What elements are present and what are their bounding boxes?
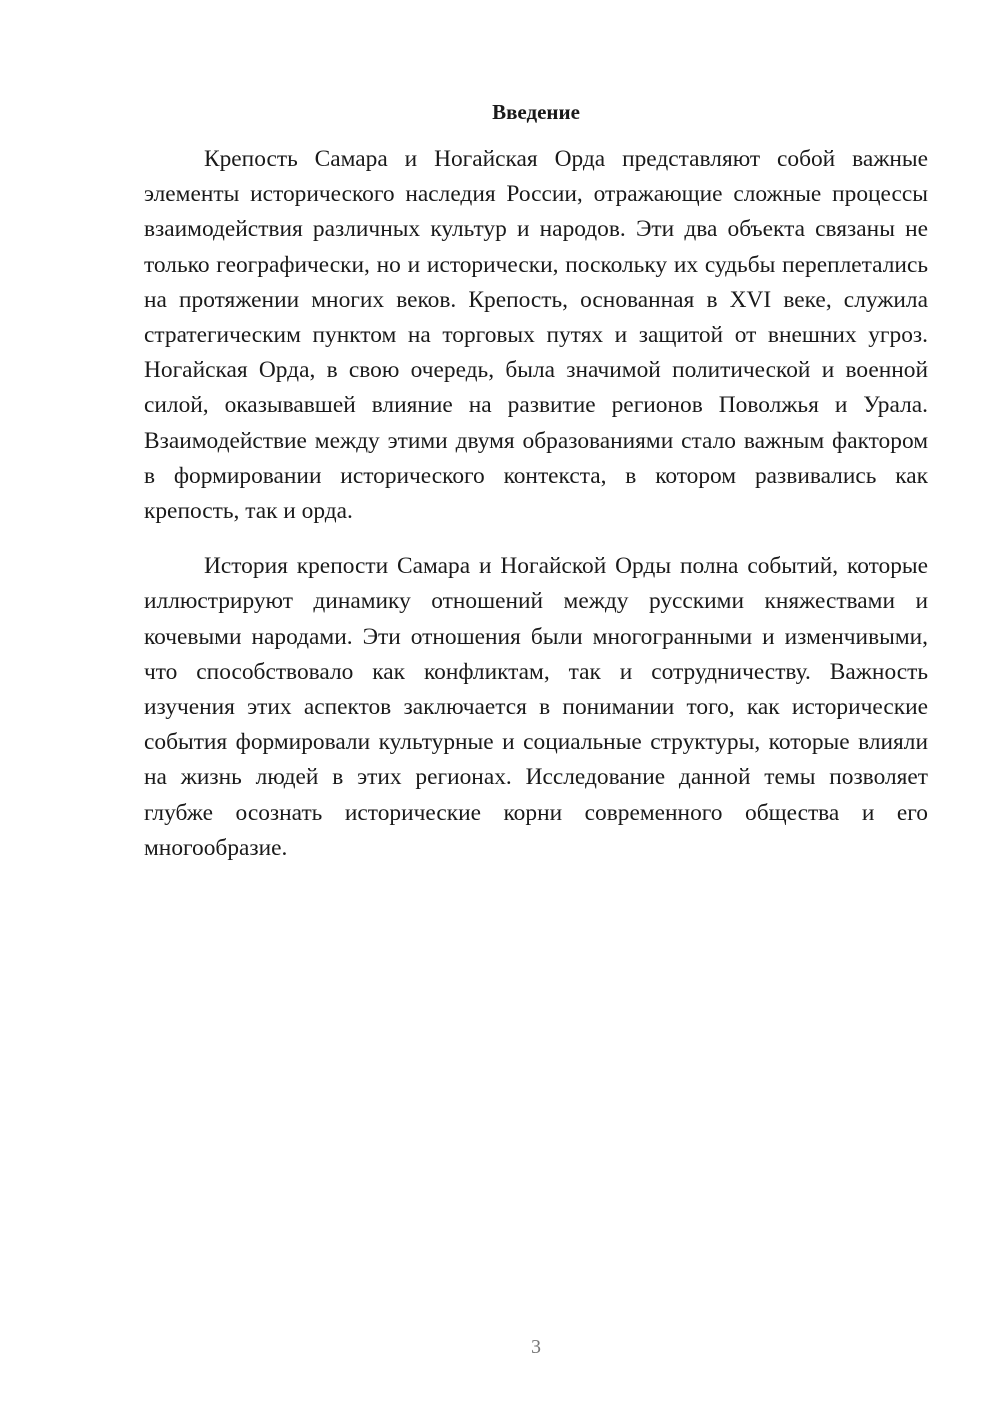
section-heading: Введение — [492, 100, 580, 124]
paragraph-1: Крепость Самара и Ногайская Орда представляют собой важные элементы исторического наследия России, отражающие сложные процессы взаимодействия различных культур и народов. Эти два объекта связаны не только географически, но и исторически, поскольку их судьбы переплетались на протяжении многих веков. Крепость, основанная в XVI веке, служила стратегическим пунктом на торговых путях и защитой от внешних угроз. Ногайская Орда, в свою очередь, была значимой политической и военной силой, оказывавшей влияние на развитие регионов Поволжья и Урала. Взаимодействие между этими двумя образованиями стало важным фактором в формировании исторического контекста, в котором развивались как крепость, так и орда. — [144, 146, 928, 525]
paragraph-2: История крепости Самара и Ногайской Орды полна событий, которые иллюстрируют динамику отношений между русскими княжествами и кочевыми народами. Эти отношения были многогранными и изменчивыми, что способствовало как конфликтам, так и сотрудничеству. Важность изучения этих аспектов заключается в понимании того, как исторические события формировали культурные и социальные структуры, которые влияли на жизнь людей в этих регионах. Исследование данной темы позволяет глубже осознать исторические корни современного общества и его многообразие. — [144, 553, 928, 861]
body-text — [144, 142, 928, 866]
page-number: 3 — [531, 1336, 541, 1358]
